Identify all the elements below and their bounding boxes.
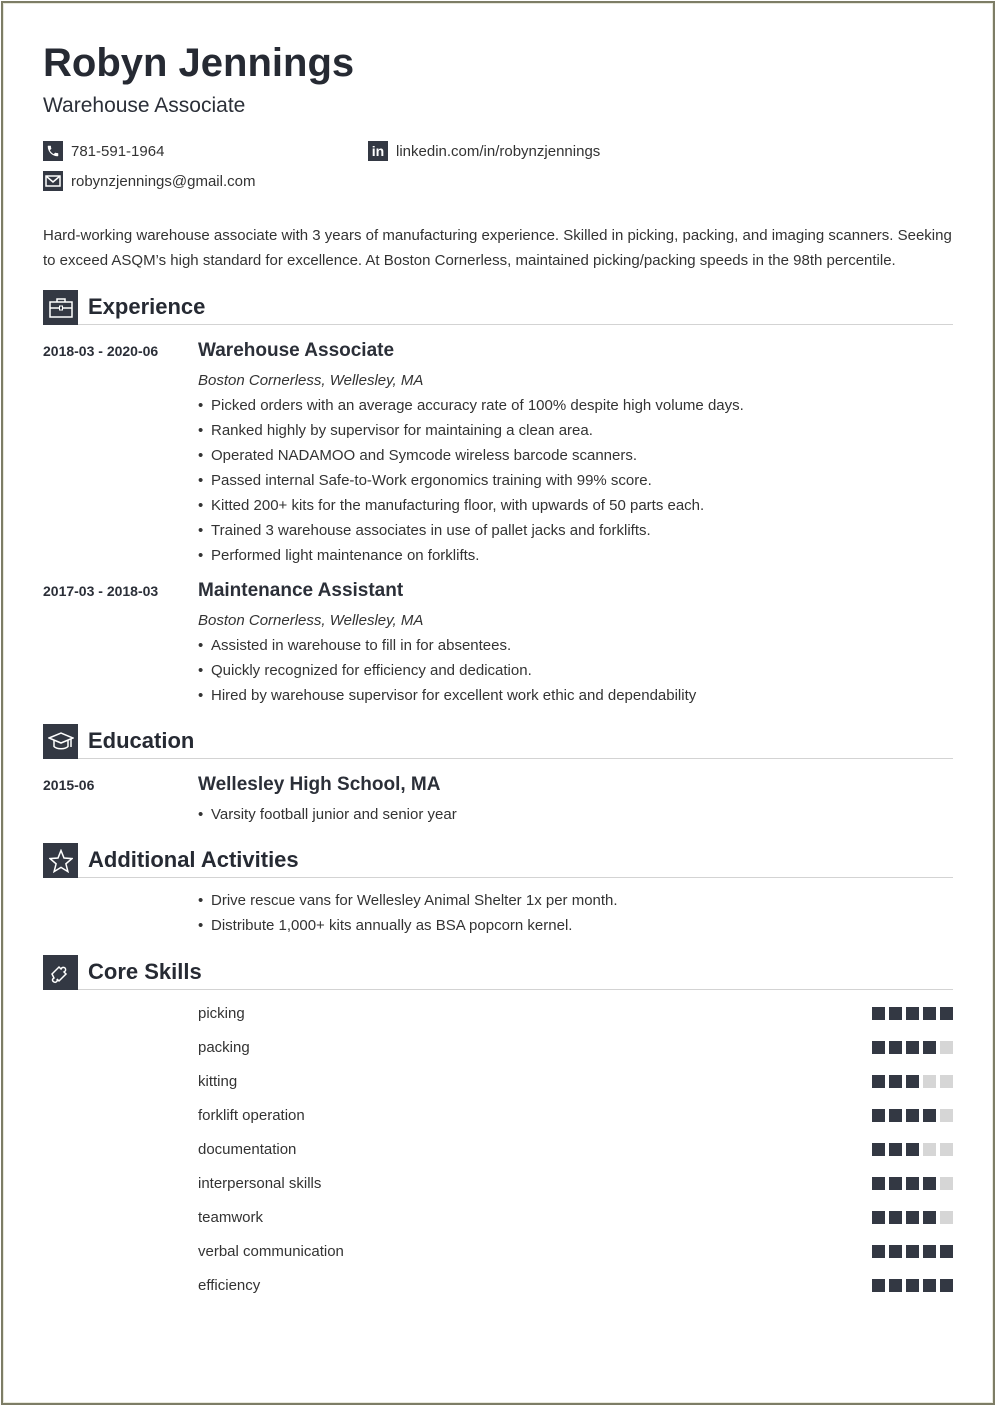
rating-filled-square: [872, 1211, 885, 1224]
bullet: • Assisted in warehouse to fill in for absentees.: [198, 633, 953, 658]
skills-section: [43, 955, 953, 1302]
skill-rating: [872, 1075, 953, 1088]
rating-filled-square: [872, 1279, 885, 1292]
skill-row: [43, 1268, 953, 1302]
rating-empty-square: [940, 1109, 953, 1122]
rating-filled-square: [906, 1041, 919, 1054]
star-icon: [43, 843, 78, 878]
rating-filled-square: [906, 1177, 919, 1190]
rating-filled-square: [906, 1279, 919, 1292]
linkedin-icon: in: [368, 141, 388, 161]
experience-entry: [43, 579, 953, 708]
bullet: • Performed light maintenance on forklifts.: [198, 543, 953, 568]
candidate-title: Warehouse Associate: [43, 94, 246, 117]
rating-filled-square: [889, 1245, 902, 1258]
skill-rating: [872, 1041, 953, 1054]
skill-row: [43, 1200, 953, 1234]
rating-empty-square: [923, 1075, 936, 1088]
rating-filled-square: [889, 1075, 902, 1088]
rating-filled-square: [923, 1245, 936, 1258]
company: Boston Cornerless, Wellesley, MA: [198, 612, 424, 629]
skill-rating: [872, 1279, 953, 1292]
skill-name: interpersonal skills: [198, 1174, 322, 1192]
bullet: • Ranked highly by supervisor for maintaining a clean area.: [198, 418, 953, 443]
skill-row: [43, 1098, 953, 1132]
linkedin-url[interactable]: linkedin.com/in/robynzjennings: [396, 142, 601, 160]
skill-row: [43, 1132, 953, 1166]
rating-filled-square: [940, 1245, 953, 1258]
job-title: Maintenance Assistant: [198, 580, 404, 601]
phone-number: 781-591-1964: [71, 142, 165, 160]
rating-empty-square: [940, 1143, 953, 1156]
rating-filled-square: [923, 1279, 936, 1292]
rating-filled-square: [906, 1143, 919, 1156]
rating-filled-square: [872, 1245, 885, 1258]
skill-row: [43, 996, 953, 1030]
rating-filled-square: [923, 1041, 936, 1054]
briefcase-icon: [43, 290, 78, 325]
experience-entry: [43, 339, 953, 568]
bullet: • Quickly recognized for efficiency and dedication.: [198, 658, 953, 683]
bullet: • Drive rescue vans for Wellesley Animal Shelter 1x per month.: [198, 888, 953, 913]
entry-date: 2015-06: [43, 777, 95, 793]
rating-filled-square: [940, 1279, 953, 1292]
education-section: [43, 724, 953, 827]
skill-rating: [872, 1211, 953, 1224]
experience-section: [43, 290, 953, 708]
envelope-icon: [43, 171, 63, 191]
rating-filled-square: [923, 1007, 936, 1020]
skill-rating: [872, 1143, 953, 1156]
phone-contact: [43, 140, 164, 162]
education-entry: [43, 773, 953, 827]
skill-name: packing: [198, 1038, 250, 1056]
rating-filled-square: [872, 1007, 885, 1020]
rating-filled-square: [889, 1109, 902, 1122]
activities-heading: Additional Activities: [88, 847, 299, 872]
email-address[interactable]: robynzjennings@gmail.com: [71, 172, 256, 190]
rating-filled-square: [872, 1075, 885, 1088]
experience-heading: Experience: [88, 294, 206, 319]
rating-filled-square: [872, 1041, 885, 1054]
rating-filled-square: [906, 1075, 919, 1088]
school-name: Wellesley High School, MA: [198, 774, 441, 795]
rating-filled-square: [889, 1177, 902, 1190]
rating-filled-square: [906, 1211, 919, 1224]
bullet: • Picked orders with an average accuracy rate of 100% despite high volume days.: [198, 393, 953, 418]
skill-name: teamwork: [198, 1208, 264, 1226]
candidate-name: Robyn Jennings: [43, 41, 355, 85]
skill-rating: [872, 1007, 953, 1020]
rating-empty-square: [940, 1075, 953, 1088]
rating-filled-square: [889, 1041, 902, 1054]
skill-name: picking: [198, 1004, 245, 1022]
rating-filled-square: [872, 1177, 885, 1190]
rating-filled-square: [889, 1007, 902, 1020]
rating-filled-square: [923, 1177, 936, 1190]
company: Boston Cornerless, Wellesley, MA: [198, 372, 424, 389]
skill-rating: [872, 1177, 953, 1190]
skill-row: [43, 1030, 953, 1064]
rating-filled-square: [889, 1279, 902, 1292]
skill-rating: [872, 1245, 953, 1258]
phone-icon: [43, 141, 63, 161]
rating-empty-square: [923, 1143, 936, 1156]
skill-name: kitting: [198, 1072, 238, 1090]
bullet: • Trained 3 warehouse associates in use of pallet jacks and forklifts.: [198, 518, 953, 543]
skill-name: verbal communication: [198, 1242, 344, 1260]
bullet: • Hired by warehouse supervisor for excellent work ethic and dependability: [198, 683, 953, 708]
rating-filled-square: [906, 1109, 919, 1122]
job-title: Warehouse Associate: [198, 340, 395, 361]
graduation-cap-icon: [43, 724, 78, 759]
entry-date: 2017-03 - 2018-03: [43, 583, 159, 599]
rating-empty-square: [940, 1211, 953, 1224]
summary: Hard-working warehouse associate with 3 years of manufacturing experience. Skilled in picking, packing, and imaging scanners. Seeking to exceed ASQM’s high standard for excellence. At Boston Cornerless, maintained picking/packing speeds in the 98th percentile.: [43, 227, 952, 269]
rating-filled-square: [872, 1143, 885, 1156]
bullet: • Distribute 1,000+ kits annually as BSA popcorn kernel.: [198, 913, 953, 938]
rating-filled-square: [872, 1109, 885, 1122]
rating-filled-square: [889, 1211, 902, 1224]
rating-filled-square: [923, 1211, 936, 1224]
rating-filled-square: [906, 1007, 919, 1020]
skill-row: [43, 1064, 953, 1098]
skill-name: efficiency: [198, 1276, 261, 1294]
bullet: • Kitted 200+ kits for the manufacturing floor, with upwards of 50 parts each.: [198, 493, 953, 518]
rating-filled-square: [923, 1109, 936, 1122]
linkedin-contact: [368, 140, 600, 162]
skill-row: [43, 1166, 953, 1200]
skill-rating: [872, 1109, 953, 1122]
rating-filled-square: [940, 1007, 953, 1020]
entry-date: 2018-03 - 2020-06: [43, 343, 159, 359]
bullet: • Varsity football junior and senior year: [198, 802, 953, 827]
bullet: • Passed internal Safe-to-Work ergonomics training with 99% score.: [198, 468, 953, 493]
rating-empty-square: [940, 1177, 953, 1190]
rating-empty-square: [940, 1041, 953, 1054]
email-contact: [43, 170, 255, 192]
activities-section: [43, 843, 953, 938]
skills-heading: Core Skills: [88, 959, 202, 984]
rating-filled-square: [906, 1245, 919, 1258]
skill-name: documentation: [198, 1140, 297, 1158]
education-heading: Education: [88, 728, 195, 753]
skills-list: [43, 996, 953, 1302]
puzzle-icon: [43, 955, 78, 990]
bullet: • Operated NADAMOO and Symcode wireless barcode scanners.: [198, 443, 953, 468]
rating-filled-square: [889, 1143, 902, 1156]
skill-name: forklift operation: [198, 1106, 305, 1124]
skill-row: [43, 1234, 953, 1268]
